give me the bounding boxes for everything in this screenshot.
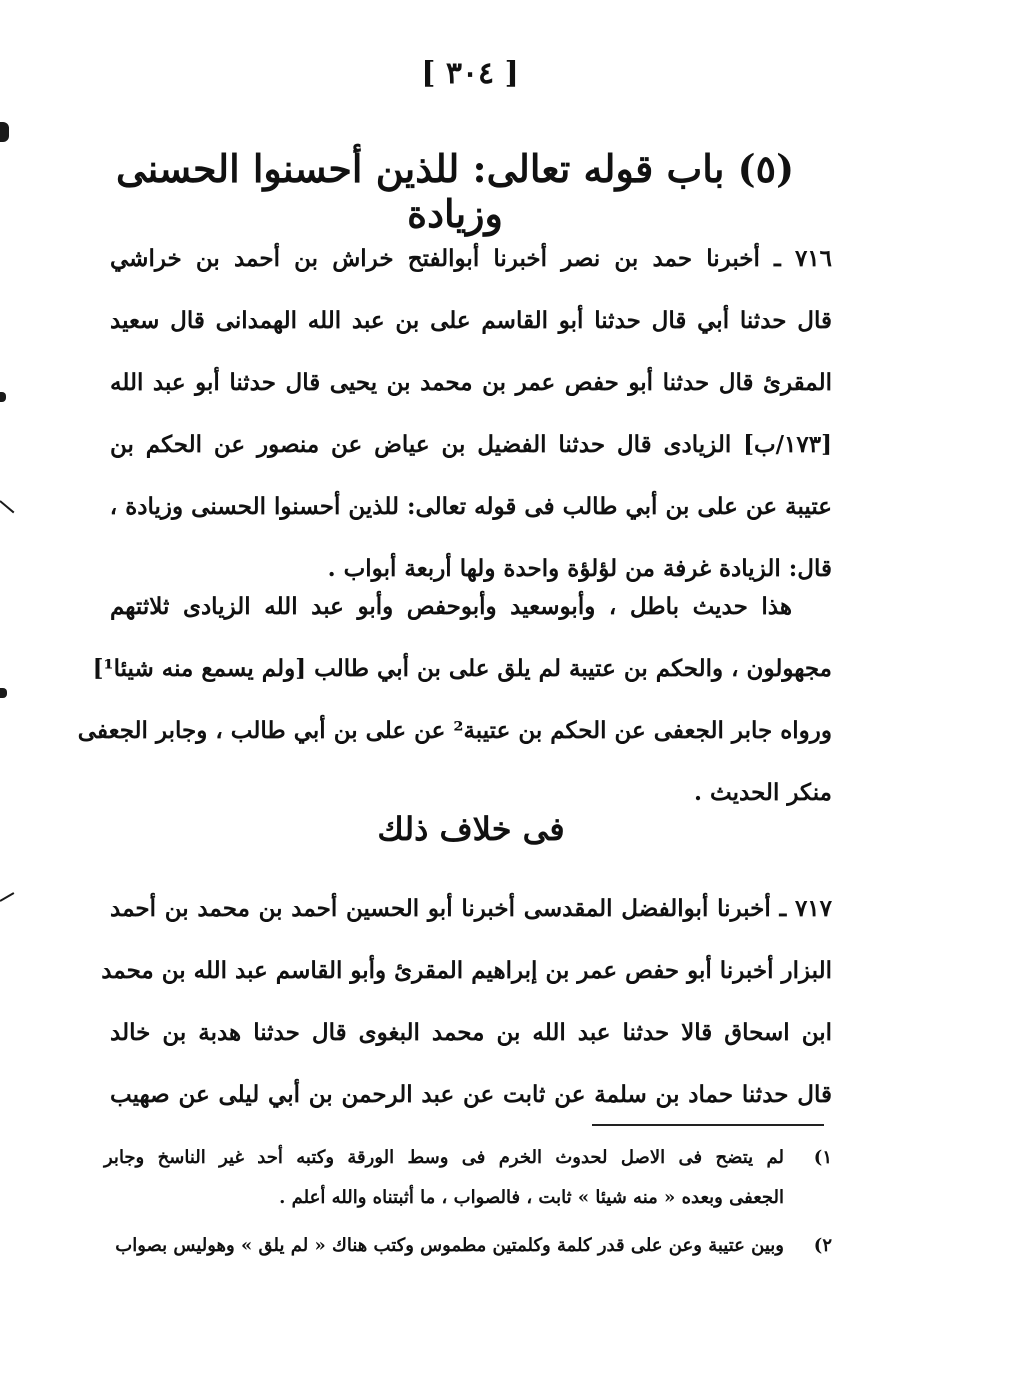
footnote-marker: ٢) bbox=[813, 1235, 832, 1256]
margin-ink-mark bbox=[0, 500, 14, 513]
footnote-2 bbox=[104, 1226, 832, 1266]
footnote-separator bbox=[592, 1124, 824, 1126]
text-line: قال حدثنا أبي قال حدثنا أبو القاسم على بن عبد الله الهمدانى قال سعيد bbox=[110, 307, 832, 334]
page-number: [ ٣٠٤ ] bbox=[421, 56, 519, 91]
footnote-text bbox=[104, 1138, 784, 1218]
footnote-line: وبين عتيبة وعن على قدر كلمة وكلمتين مطموس وكتب هناك « لم يلق » وهوليس بصواب bbox=[115, 1235, 784, 1256]
margin-ink-mark bbox=[0, 122, 9, 142]
footnote-text bbox=[104, 1226, 784, 1266]
hadith-716-paragraph bbox=[110, 228, 832, 600]
text-line: مجهولون ، والحكم بن عتيبة لم يلق على بن أبي طالب [ولم يسمع منه شيئا¹] bbox=[92, 655, 832, 682]
hadith-717-paragraph bbox=[101, 878, 832, 1126]
text-line: [١٧٣/ب] الزيادى قال حدثنا الفضيل بن عياض عن منصور عن الحكم بن bbox=[110, 431, 832, 458]
footnote-line: لم يتضح فى الاصل لحدوث الخرم فى وسط الورقة وكتبه أحد غير الناسخ وجابر bbox=[104, 1147, 784, 1168]
text-line: ٧١٧ ـ أخبرنا أبوالفضل المقدسى أخبرنا أبو الحسين أحمد بن محمد بن أحمد bbox=[110, 895, 832, 922]
chapter-title: (٥) باب قوله تعالى: للذين أحسنوا الحسنى وزيادة bbox=[115, 146, 795, 236]
footnote-marker: ١) bbox=[813, 1147, 832, 1168]
text-line: عتيبة عن على بن أبي طالب فى قوله تعالى: للذين أحسنوا الحسنى وزيادة ، bbox=[109, 493, 832, 520]
commentary-paragraph bbox=[77, 576, 832, 824]
text-line: قال: الزيادة غرفة من لؤلؤة واحدة ولها أربعة أبواب . bbox=[327, 555, 832, 582]
text-line: ورواه جابر الجعفى عن الحكم بن عتيبة² عن على بن أبي طالب ، وجابر الجعفى bbox=[77, 717, 832, 744]
margin-ink-mark bbox=[0, 688, 7, 698]
text-line: هذا حديث باطل ، وأبوسعيد وأبوحفص وأبو عبد الله الزيادى ثلاثتهم bbox=[110, 593, 792, 620]
text-line: البزار أخبرنا أبو حفص عمر بن إبراهيم المقرئ وأبو القاسم عبد الله بن محمد bbox=[101, 957, 832, 984]
margin-ink-mark bbox=[0, 892, 14, 902]
text-line: ٧١٦ ـ أخبرنا حمد بن نصر أخبرنا أبوالفتح خراش بن أحمد بن خراشي bbox=[110, 245, 832, 272]
text-line: قال حدثنا حماد بن سلمة عن ثابت عن عبد الرحمن بن أبي ليلى عن صهيب bbox=[110, 1081, 832, 1108]
footnote-line: الجعفى وبعده « منه شيئا » ثابت ، فالصواب ، ما أثبتناه والله أعلم . bbox=[279, 1187, 784, 1208]
margin-ink-mark bbox=[0, 392, 6, 402]
text-line: المقرئ قال حدثنا أبو حفص عمر بن محمد بن يحيى قال حدثنا أبو عبد الله bbox=[110, 369, 832, 396]
text-line: منكر الحديث . bbox=[694, 779, 832, 806]
text-line: ابن اسحاق قالا حدثنا عبد الله بن محمد البغوى قال حدثنا هدبة بن خالد bbox=[110, 1019, 832, 1046]
footnote-1 bbox=[104, 1138, 832, 1218]
footnotes bbox=[104, 1138, 832, 1266]
section-heading: فى خلاف ذلك bbox=[377, 810, 565, 848]
